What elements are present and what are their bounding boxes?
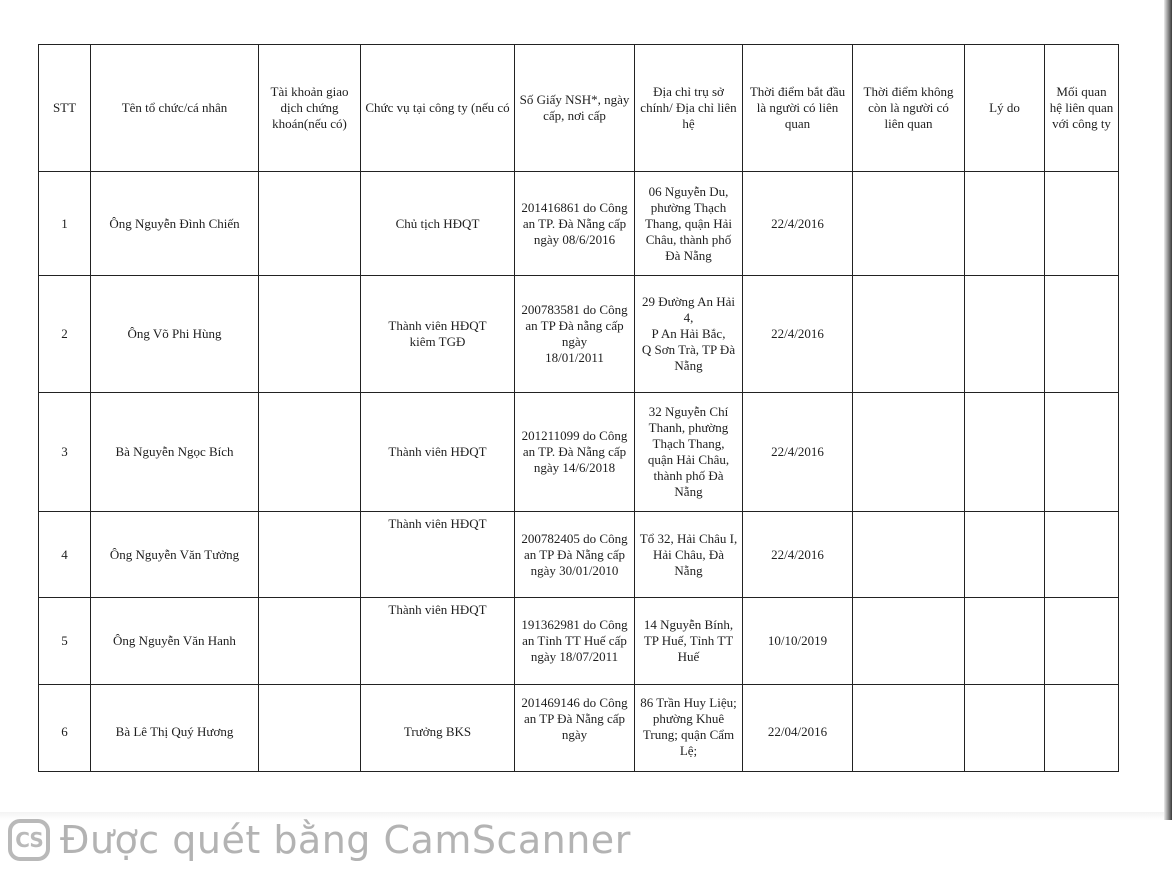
cell-reason	[965, 598, 1045, 685]
cell-stt: 6	[39, 685, 91, 772]
cell-account	[259, 172, 361, 276]
cell-name: Ông Nguyễn Văn Hanh	[91, 598, 259, 685]
cell-address: Tổ 32, Hải Châu I, Hải Châu, Đà Nẵng	[635, 512, 743, 598]
cell-relation	[1045, 393, 1119, 512]
header-address: Địa chỉ trụ sở chính/ Địa chỉ liên hệ	[635, 45, 743, 172]
cell-reason	[965, 393, 1045, 512]
cell-id-info: 200783581 do Công an TP Đà nẵng cấp ngày 18/01/2011	[515, 276, 635, 393]
cell-account	[259, 276, 361, 393]
table-row	[39, 172, 1119, 276]
cell-reason	[965, 512, 1045, 598]
cell-reason	[965, 172, 1045, 276]
cell-relation	[1045, 512, 1119, 598]
cell-id-info: 200782405 do Công an TP Đà Nẵng cấp ngày 30/01/2010	[515, 512, 635, 598]
cell-id-info: 201211099 do Công an TP. Đà Nẵng cấp ngày 14/6/2018	[515, 393, 635, 512]
cell-relation	[1045, 276, 1119, 393]
cell-position: Thành viên HĐQT kiêm TGĐ	[361, 276, 515, 393]
cell-id-info: 201469146 do Công an TP Đà Nẵng cấp ngày	[515, 685, 635, 772]
cell-position: Thành viên HĐQT	[361, 512, 515, 598]
cell-address: 32 Nguyễn Chí Thanh, phường Thạch Thang, quận Hải Châu, thành phố Đà Nẵng	[635, 393, 743, 512]
cell-id-info: 201416861 do Công an TP. Đà Nẵng cấp ngày 08/6/2016	[515, 172, 635, 276]
header-position: Chức vụ tại công ty (nếu có	[361, 45, 515, 172]
cell-address: 14 Nguyễn Bính, TP Huế, Tỉnh TT Huế	[635, 598, 743, 685]
cell-name: Ông Nguyễn Đình Chiến	[91, 172, 259, 276]
header-end: Thời điểm không còn là người có liên quan	[853, 45, 965, 172]
table-row	[39, 512, 1119, 598]
table-row	[39, 276, 1119, 393]
cell-end	[853, 685, 965, 772]
table-header-row	[39, 45, 1119, 172]
cell-start: 10/10/2019	[743, 598, 853, 685]
header-reason: Lý do	[965, 45, 1045, 172]
cell-end	[853, 512, 965, 598]
cell-account	[259, 393, 361, 512]
header-id-info: Số Giấy NSH*, ngày cấp, nơi cấp	[515, 45, 635, 172]
paper-right-shadow	[1164, 0, 1172, 820]
cell-position: Trưởng BKS	[361, 685, 515, 772]
camscanner-logo-icon: CS	[8, 819, 50, 861]
watermark-text: Được quét bằng CamScanner	[60, 818, 631, 862]
table-row	[39, 598, 1119, 685]
cell-position: Chủ tịch HĐQT	[361, 172, 515, 276]
cell-reason	[965, 685, 1045, 772]
cell-stt: 4	[39, 512, 91, 598]
header-account: Tài khoản giao dịch chứng khoán(nếu có)	[259, 45, 361, 172]
cell-name: Ông Nguyễn Văn Tưởng	[91, 512, 259, 598]
cell-end	[853, 393, 965, 512]
cell-start: 22/4/2016	[743, 276, 853, 393]
table-row	[39, 393, 1119, 512]
header-start: Thời điểm bắt đầu là người có liên quan	[743, 45, 853, 172]
cell-start: 22/4/2016	[743, 393, 853, 512]
cell-account	[259, 685, 361, 772]
cell-address: 86 Trần Huy Liệu; phường Khuê Trung; quận Cẩm Lệ;	[635, 685, 743, 772]
cell-name: Bà Nguyễn Ngọc Bích	[91, 393, 259, 512]
cell-id-info: 191362981 do Công an Tỉnh TT Huế cấp ngày 18/07/2011	[515, 598, 635, 685]
cell-end	[853, 598, 965, 685]
cell-stt: 5	[39, 598, 91, 685]
cell-stt: 3	[39, 393, 91, 512]
cell-start: 22/4/2016	[743, 512, 853, 598]
cell-address: 06 Nguyễn Du, phường Thạch Thang, quận Hải Châu, thành phố Đà Nẵng	[635, 172, 743, 276]
cell-start: 22/4/2016	[743, 172, 853, 276]
cell-position: Thành viên HĐQT	[361, 598, 515, 685]
cell-name: Ông Võ Phi Hùng	[91, 276, 259, 393]
table-row	[39, 685, 1119, 772]
cell-stt: 2	[39, 276, 91, 393]
cell-name: Bà Lê Thị Quý Hương	[91, 685, 259, 772]
cell-relation	[1045, 598, 1119, 685]
cell-address: 29 Đường An Hải 4, P An Hải Bắc, Q Sơn Trà, TP Đà Nẵng	[635, 276, 743, 393]
related-persons-table	[38, 44, 1119, 772]
cell-stt: 1	[39, 172, 91, 276]
cell-start: 22/04/2016	[743, 685, 853, 772]
camscanner-watermark	[8, 814, 631, 866]
cell-relation	[1045, 172, 1119, 276]
cell-end	[853, 276, 965, 393]
header-relation: Mối quan hệ liên quan với công ty	[1045, 45, 1119, 172]
cell-account	[259, 598, 361, 685]
header-stt: STT	[39, 45, 91, 172]
cell-relation	[1045, 685, 1119, 772]
header-name: Tên tổ chức/cá nhân	[91, 45, 259, 172]
cell-reason	[965, 276, 1045, 393]
cell-account	[259, 512, 361, 598]
cell-position: Thành viên HĐQT	[361, 393, 515, 512]
cell-end	[853, 172, 965, 276]
